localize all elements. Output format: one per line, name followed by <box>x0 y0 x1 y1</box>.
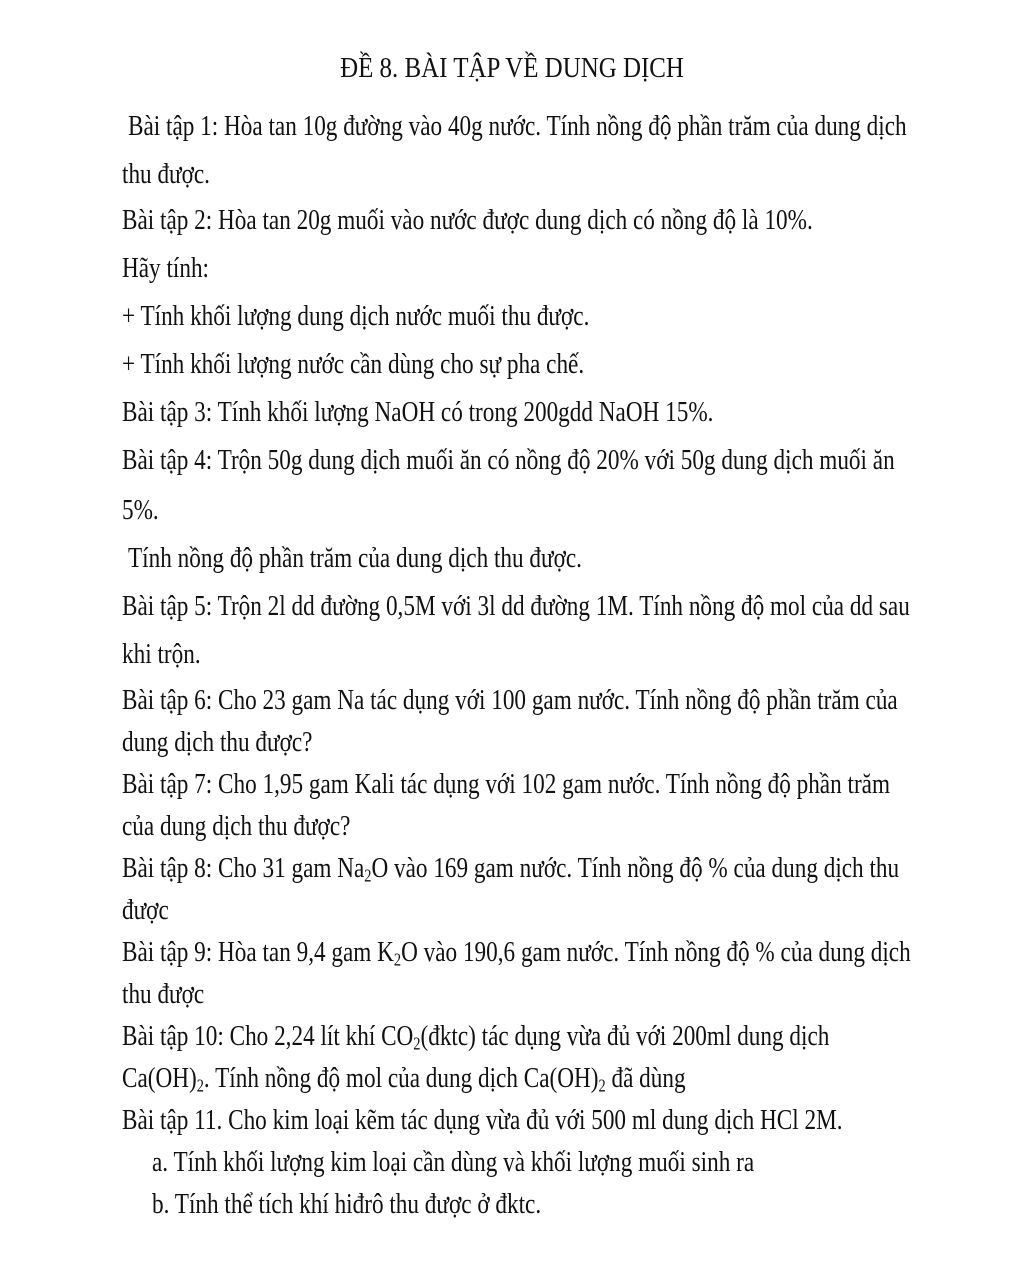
exercise-11-line-1: Bài tập 11. Cho kim loại kẽm tác dụng vừa đủ với 500 ml dung dịch HCl 2M. <box>122 1104 843 1136</box>
exercise-2-bullet-2: + Tính khối lượng nước cần dùng cho sự pha chế. <box>122 348 585 380</box>
exercise-6-line-1: Bài tập 6: Cho 23 gam Na tác dụng với 100 gam nước. Tính nồng độ phần trăm của <box>122 684 898 716</box>
exercise-2-bullet-1: + Tính khối lượng dung dịch nước muối thu được. <box>122 300 590 332</box>
exercise-5-line-1: Bài tập 5: Trộn 2l dd đường 0,5M với 3l dd đường 1M. Tính nồng độ mol của dd sau <box>122 590 910 622</box>
exercise-11-item-a: a. Tính khối lượng kim loại cần dùng và khối lượng muối sinh ra <box>152 1146 755 1178</box>
exercise-9-line-2: thu được <box>122 978 205 1010</box>
exercise-1-line-1: Bài tập 1: Hòa tan 10g đường vào 40g nước. Tính nồng độ phần trăm của dung dịch <box>128 110 907 142</box>
document-title: ĐỀ 8. BÀI TẬP VỀ DUNG DỊCH <box>340 52 684 84</box>
exercise-1-line-2: thu được. <box>122 158 210 190</box>
exercise-10-subscript-2: 2 <box>196 1075 204 1096</box>
exercise-10-line-2 <box>122 1060 686 1096</box>
exercise-9-text-b: O vào 190,6 gam nước. Tính nồng độ % của dung dịch <box>401 936 911 968</box>
exercise-8-text-a: Bài tập 8: Cho 31 gam Na <box>122 852 365 884</box>
exercise-7-line-2: của dung dịch thu được? <box>122 810 351 842</box>
exercise-8-line-1 <box>122 850 899 886</box>
exercise-11-item-b: b. Tính thể tích khí hiđrô thu được ở đktc. <box>152 1188 542 1220</box>
exercise-9-subscript: 2 <box>393 949 402 970</box>
exercise-7-line-1: Bài tập 7: Cho 1,95 gam Kali tác dụng với 102 gam nước. Tính nồng độ phần trăm <box>122 768 891 800</box>
exercise-8-line-2: được <box>122 894 169 926</box>
exercise-4-line-3: Tính nồng độ phần trăm của dung dịch thu được. <box>128 542 582 574</box>
exercise-4-line-1: Bài tập 4: Trộn 50g dung dịch muối ăn có nồng độ 20% với 50g dung dịch muối ăn <box>122 444 895 476</box>
exercise-4-line-2: 5%. <box>122 494 159 526</box>
exercise-9-text-a: Bài tập 9: Hòa tan 9,4 gam K <box>122 936 394 968</box>
exercise-10-line-1 <box>122 1018 829 1054</box>
exercise-10-text-c: Ca(OH) <box>122 1062 197 1094</box>
exercise-10-text-e: đã dùng <box>605 1062 686 1094</box>
exercise-10-text-d: . Tính nồng độ mol của dung dịch Ca(OH) <box>203 1062 599 1094</box>
exercise-6-line-2: dung dịch thu được? <box>122 726 313 758</box>
exercise-10-text-b: (đktc) tác dụng vừa đủ với 200ml dung dịch <box>420 1020 830 1052</box>
exercise-2-line-1: Bài tập 2: Hòa tan 20g muối vào nước được dung dịch có nồng độ là 10%. <box>122 204 813 236</box>
exercise-9-line-1 <box>122 934 911 970</box>
exercise-2-line-2: Hãy tính: <box>122 252 209 284</box>
exercise-8-text-b: O vào 169 gam nước. Tính nồng độ % của dung dịch thu <box>371 852 900 884</box>
exercise-8-subscript: 2 <box>364 865 372 886</box>
exercise-10-text-a: Bài tập 10: Cho 2,24 lít khí CO <box>122 1020 414 1052</box>
exercise-10-subscript-3: 2 <box>598 1075 606 1096</box>
exercise-10-subscript-1: 2 <box>413 1033 421 1054</box>
exercise-3-line-1: Bài tập 3: Tính khối lượng NaOH có trong 200gdd NaOH 15%. <box>122 396 714 428</box>
exercise-5-line-2: khi trộn. <box>122 638 201 670</box>
